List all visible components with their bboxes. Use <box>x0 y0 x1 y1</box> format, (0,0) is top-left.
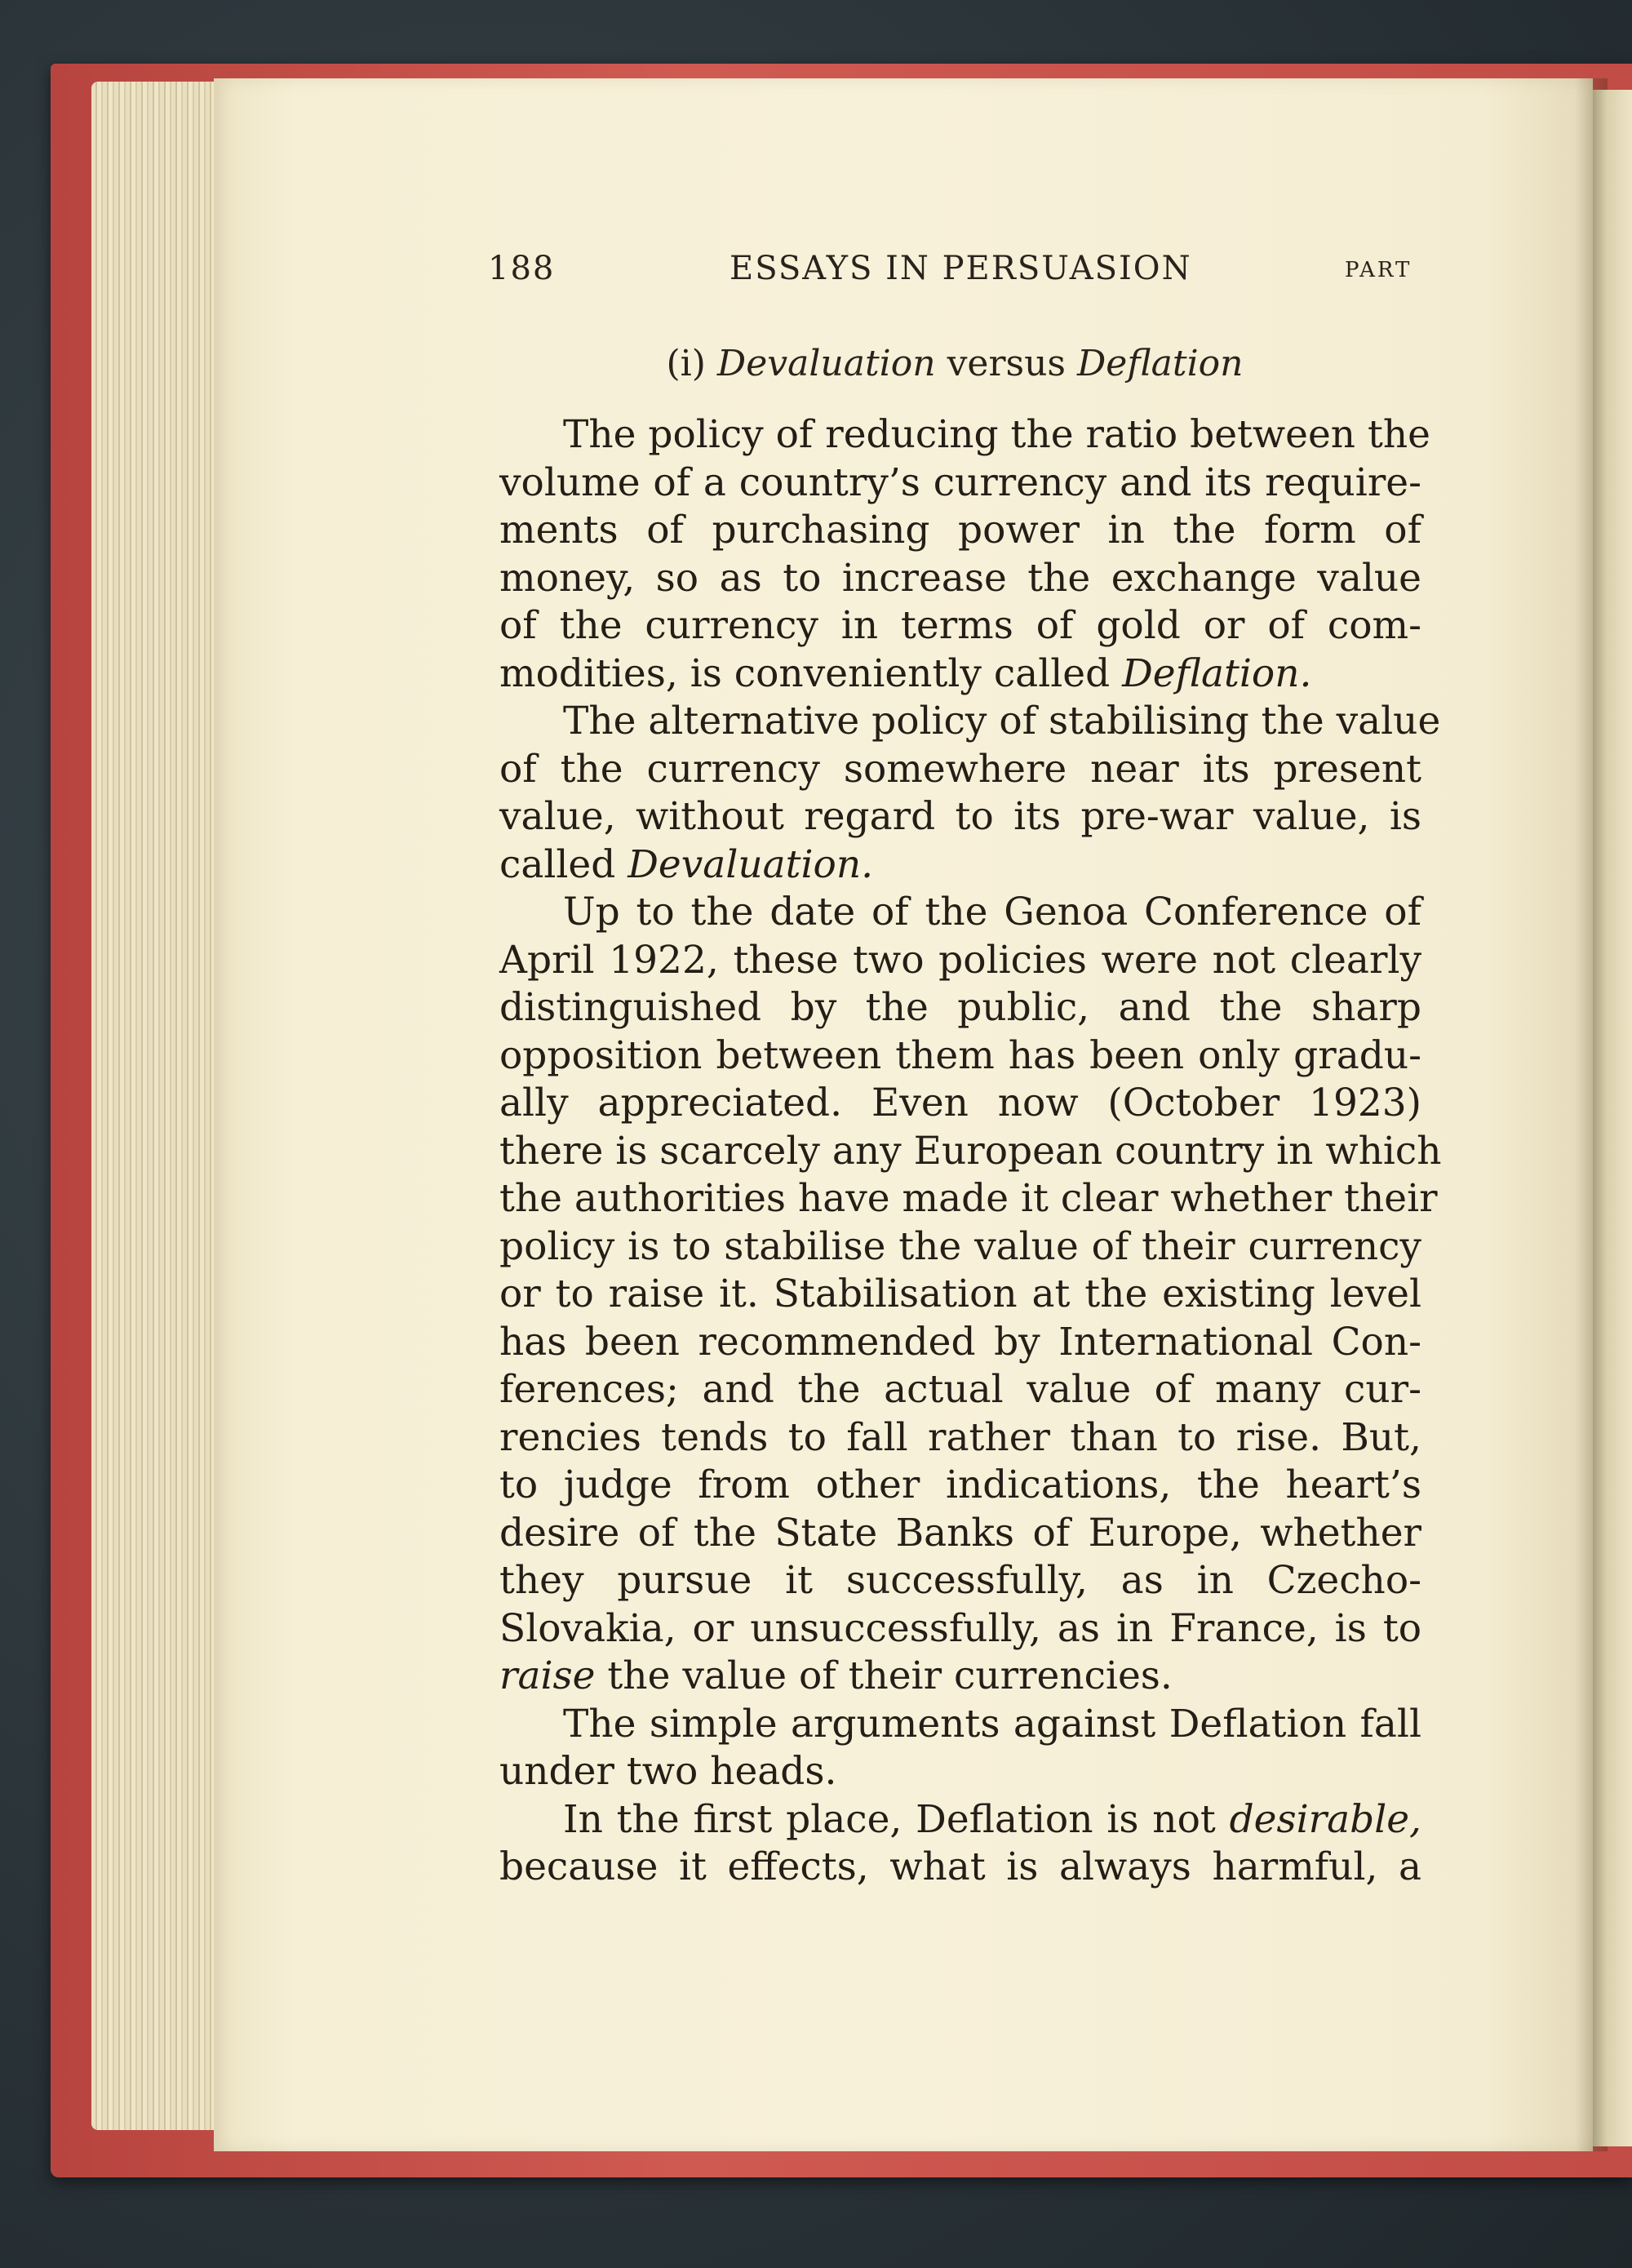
text-line <box>499 1462 1421 1510</box>
text-run: April 1922, these two policies were not clearly <box>499 937 1421 983</box>
text-line <box>499 793 1421 841</box>
text-line <box>499 411 1430 459</box>
text-run: opposition between them has been only gradu- <box>499 1032 1421 1078</box>
text-run: the authorities have made it clear whether their <box>499 1176 1438 1221</box>
italic-text: raise <box>499 1653 596 1698</box>
section-number: (i) <box>666 343 706 384</box>
running-head <box>488 246 1418 295</box>
text-run: rencies tends to fall rather than to rise. But, <box>499 1414 1421 1460</box>
text-line <box>499 698 1441 746</box>
text-line <box>499 1605 1421 1653</box>
text-line <box>499 1748 1421 1796</box>
text-line <box>499 650 1421 699</box>
text-line <box>499 1366 1421 1414</box>
text-line <box>499 746 1421 794</box>
text-run: to judge from other indications, the heart’s <box>499 1462 1421 1507</box>
text-line <box>499 984 1421 1032</box>
text-run: of the currency in terms of gold or of com- <box>499 603 1421 648</box>
text-run: they pursue it successfully, as in Czecho- <box>499 1558 1421 1603</box>
text-run: value, without regard to its pre-war value, is <box>499 794 1421 839</box>
text-run: ally appreciated. Even now (October 1923) <box>499 1081 1421 1125</box>
section-term-devaluation: Devaluation <box>716 343 936 384</box>
text-run: Slovakia, or unsuccessfully, as in France, is to <box>499 1605 1421 1651</box>
text-line <box>499 602 1421 650</box>
text-line <box>499 1510 1421 1558</box>
text-line <box>499 1128 1442 1176</box>
text-run: The policy of reducing the ratio between the <box>563 412 1430 457</box>
text-line <box>499 1414 1421 1462</box>
text-line <box>499 1032 1421 1081</box>
text-run: distinguished by the public, and the sharp <box>499 985 1421 1030</box>
text-line <box>499 1796 1421 1844</box>
text-run: volume of a country’s currency and its require- <box>499 459 1421 505</box>
text-line <box>499 1271 1421 1319</box>
text-line <box>499 1653 1421 1701</box>
text-run: modities, is conveniently called <box>499 650 1123 696</box>
text-run: of the currency somewhere near its present <box>499 746 1421 792</box>
text-run: or to raise it. Stabilisation at the existing level <box>499 1272 1421 1316</box>
text-line <box>499 1319 1421 1367</box>
text-run: called <box>499 841 628 887</box>
book-title: ESSAYS IN PERSUASION <box>730 250 1192 287</box>
section-term-deflation: Deflation <box>1077 343 1244 384</box>
text-run: ments of purchasing power in the form of <box>499 508 1421 553</box>
text-run: In the first place, Deflation is not <box>563 1796 1230 1842</box>
text-line <box>499 889 1421 937</box>
text-run: The alternative policy of stabilising the value <box>563 699 1441 743</box>
part-label: PART <box>1345 258 1412 282</box>
text-line <box>499 841 1421 890</box>
text-run: desire of the State Banks of Europe, whether <box>499 1510 1421 1556</box>
text-line <box>499 1223 1421 1272</box>
text-run: there is scarcely any European country in which <box>499 1128 1442 1174</box>
text-run: ferences; and the actual value of many cur- <box>499 1367 1421 1412</box>
text-line <box>499 1701 1421 1749</box>
section-versus: versus <box>947 343 1066 384</box>
text-run: under two heads. <box>499 1749 837 1794</box>
section-heading <box>490 343 1420 384</box>
text-line <box>499 1844 1421 1892</box>
text-run: The simple arguments against Deflation fall <box>563 1701 1421 1746</box>
body-text <box>499 411 1442 1892</box>
text-line <box>499 459 1421 508</box>
text-run: because it effects, what is always harmful, a <box>499 1844 1421 1889</box>
page-number: 188 <box>488 250 556 287</box>
italic-text: desirable, <box>1229 1796 1421 1842</box>
text-line <box>499 507 1421 555</box>
text-line <box>499 1080 1421 1128</box>
facing-page-edge <box>1593 90 1632 2146</box>
italic-text: Devaluation. <box>628 841 874 887</box>
text-line <box>499 1175 1438 1223</box>
text-run: the value of their currencies. <box>595 1653 1173 1698</box>
text-run: Up to the date of the Genoa Conference of <box>563 890 1421 934</box>
text-line <box>499 555 1421 603</box>
text-run: money, so as to increase the exchange value <box>499 555 1421 601</box>
text-run: has been recommended by International Con- <box>499 1319 1421 1365</box>
text-run: policy is to stabilise the value of their currency <box>499 1223 1421 1269</box>
text-line <box>499 937 1421 985</box>
text-line <box>499 1557 1421 1605</box>
italic-text: Deflation. <box>1122 650 1312 696</box>
